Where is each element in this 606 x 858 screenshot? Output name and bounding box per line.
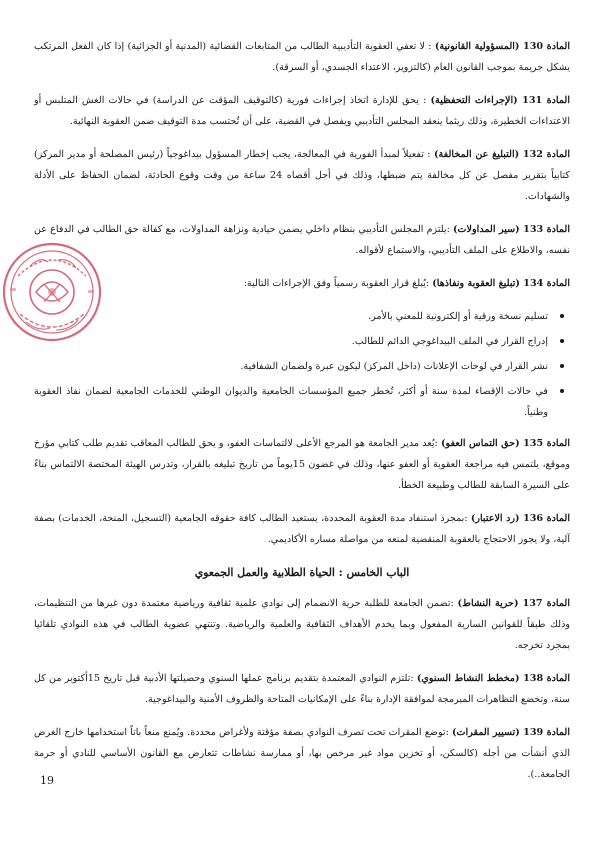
- article-paragraph: [34, 593, 570, 656]
- document-body: [34, 36, 570, 797]
- article-paragraph: [34, 90, 570, 132]
- article-text: : تفعيلاً لمبدأ الفورية في المعالجة، يجب إخطار المسؤول بيداغوجياً (رئيس المصلحة أو مدير المركز) كتابياً بتقرير مفصل عن كل مخالفة يتم ضبطها، وذلك في أجل أقصاه 24 ساعة من وقت وقوع الحادثة، لضمان الحفاظ على الأدلة والشهادات.: [34, 149, 570, 202]
- article-heading: المادة 130 (المسؤولية القانونية): [434, 41, 571, 52]
- article-heading: المادة 139 (تسيير المقرات): [451, 727, 570, 738]
- notification-steps-list: [34, 306, 570, 423]
- article-heading: المادة 135 (حق التماس العفو): [440, 438, 570, 449]
- article-paragraph: [34, 722, 570, 785]
- article-heading: المادة 136 (رد الاعتبار): [470, 513, 570, 524]
- article-paragraph: [34, 219, 570, 261]
- article-paragraph: [34, 508, 570, 550]
- article-paragraph: [34, 668, 570, 710]
- article-text: :تلتزم النوادي المعتمدة بتقديم برنامج عملها السنوي وحصيلتها الأدبية قبل تاريخ 15أكتوبر من كل سنة، وتخضع التظاهرات المبرمجة لموافقة الإدارة بناءً على الإمكانيات المتاحة والظروف الأمنية والبيداغوجية.: [34, 673, 570, 705]
- article-heading: المادة 134 (تبليغ العقوبة ونفاذها): [432, 278, 570, 289]
- page-number: 19: [40, 774, 54, 787]
- article-text: :تضمن الجامعة للطلبة حرية الانضمام إلى نوادي علمية ثقافية ورياضية معتمدة دون غيرها من التنظيمات، وذلك طبقاً للقوانين السارية المفعول وبما يخدم الأهداف الثقافية والعلمية والرياضية. وتنتهي عضوية الطالب في هذه النوادي تلقائيا بمجرد تخرجه.: [34, 598, 570, 651]
- article-paragraph: [34, 144, 570, 207]
- list-item: تسليم نسخة ورقية أو إلكترونية للمعني بالأمر.: [34, 306, 548, 327]
- article-text: :يلتزم المجلس التأديبي بنظام داخلي يضمن حيادية ونزاهة المداولات، مع كفالة حق الطالب في الدفاع عن نفسه، والاطلاع على الملف التأديبي، والاستماع لأقواله.: [34, 224, 570, 256]
- article-heading: المادة 133 (سير المداولات): [452, 224, 570, 235]
- article-text: :توضع المقرات تحت تصرف النوادي بصفة مؤقتة ولأغراض محددة. ويُمنع منعاً باتاً استخدامها خارج الغرض الذي أنشأت من أجله (كالسكن، أو تخزين مواد غير مرخص بها، أو ممارسة نشاطات تتعارض مع القانون الأساسي للنادي أو حرمة الجامعة..).: [34, 727, 570, 780]
- article-heading: المادة 137 (حرية النشاط): [457, 598, 570, 609]
- article-text: : يحق للإدارة اتخاذ إجراءات فورية (كالتوقيف المؤقت عن الدراسة) في حالات الغش المتلبس أو الاعتداءات الخطيرة، وذلك ريثما ينعقد المجلس التأديبي ويفصل في القضية، على أن تُحتسب مدة التوقيف ضمن العقوبة النهائية.: [34, 95, 570, 127]
- article-text: :يُعد مدير الجامعة هو المرجع الأعلى لالتماسات العفو، و يحق للطالب المعاقب تقديم طلب كتابي مؤرخ وموقع، يلتمس فيه مراجعة العقوبة أو العفو عنها، وذلك في غضون 15يوماً من تاريخ تبليغه بالقرار، وتدرس الهيئة المختصة الالتماس بناءً على السيرة السابقة للطالب وطبيعة الخطأ.: [34, 438, 570, 491]
- article-text: : لا تعفي العقوبة التأديبية الطالب من المتابعات القضائية (المدنية أو الجزائية) إذا كان الفعل المرتكب يشكل جريمة بموجب القانون العام (كالتزوير، الاعتداء الجسدي، أو السرقة).: [34, 41, 570, 73]
- article-paragraph: [34, 36, 570, 78]
- section-title: الباب الخامس : الحياة الطلابية والعمل الجمعوي: [194, 566, 410, 579]
- article-text: :بمجرد استنفاد مدة العقوبة المحددة، يستعيد الطالب كافة حقوقه الجامعية (التسجيل، المنحة، الخدمات) بصفة آلية، ولا يجوز الاحتجاج بالعقوبة المنقضية لمنعه من مواصلة مساره الأكاديمي.: [34, 513, 570, 545]
- article-heading: المادة 138 (مخطط النشاط السنوي): [416, 673, 570, 684]
- list-item: إدراج القرار في الملف البيداغوجي الدائم للطالب.: [34, 331, 548, 352]
- list-item: نشر القرار في لوحات الإعلانات (داخل المركز) ليكون عبرة ولضمان الشفافية.: [34, 356, 548, 377]
- article-heading: المادة 132 (التبليغ عن المخالفة): [433, 149, 570, 160]
- article-paragraph: [34, 433, 570, 496]
- list-item: في حالات الإقصاء لمدة سنة أو أكثر، تُخطر جميع المؤسسات الجامعية والديوان الوطني للخدمات الجامعية لضمان نفاذ العقوبة وطنياً.: [34, 381, 548, 423]
- article-heading: المادة 131 (الإجراءات التحفظية): [430, 95, 570, 106]
- article-text: :يُبلغ قرار العقوبة رسمياً وفق الإجراءات التالية:: [243, 278, 433, 289]
- article-paragraph: [34, 273, 570, 294]
